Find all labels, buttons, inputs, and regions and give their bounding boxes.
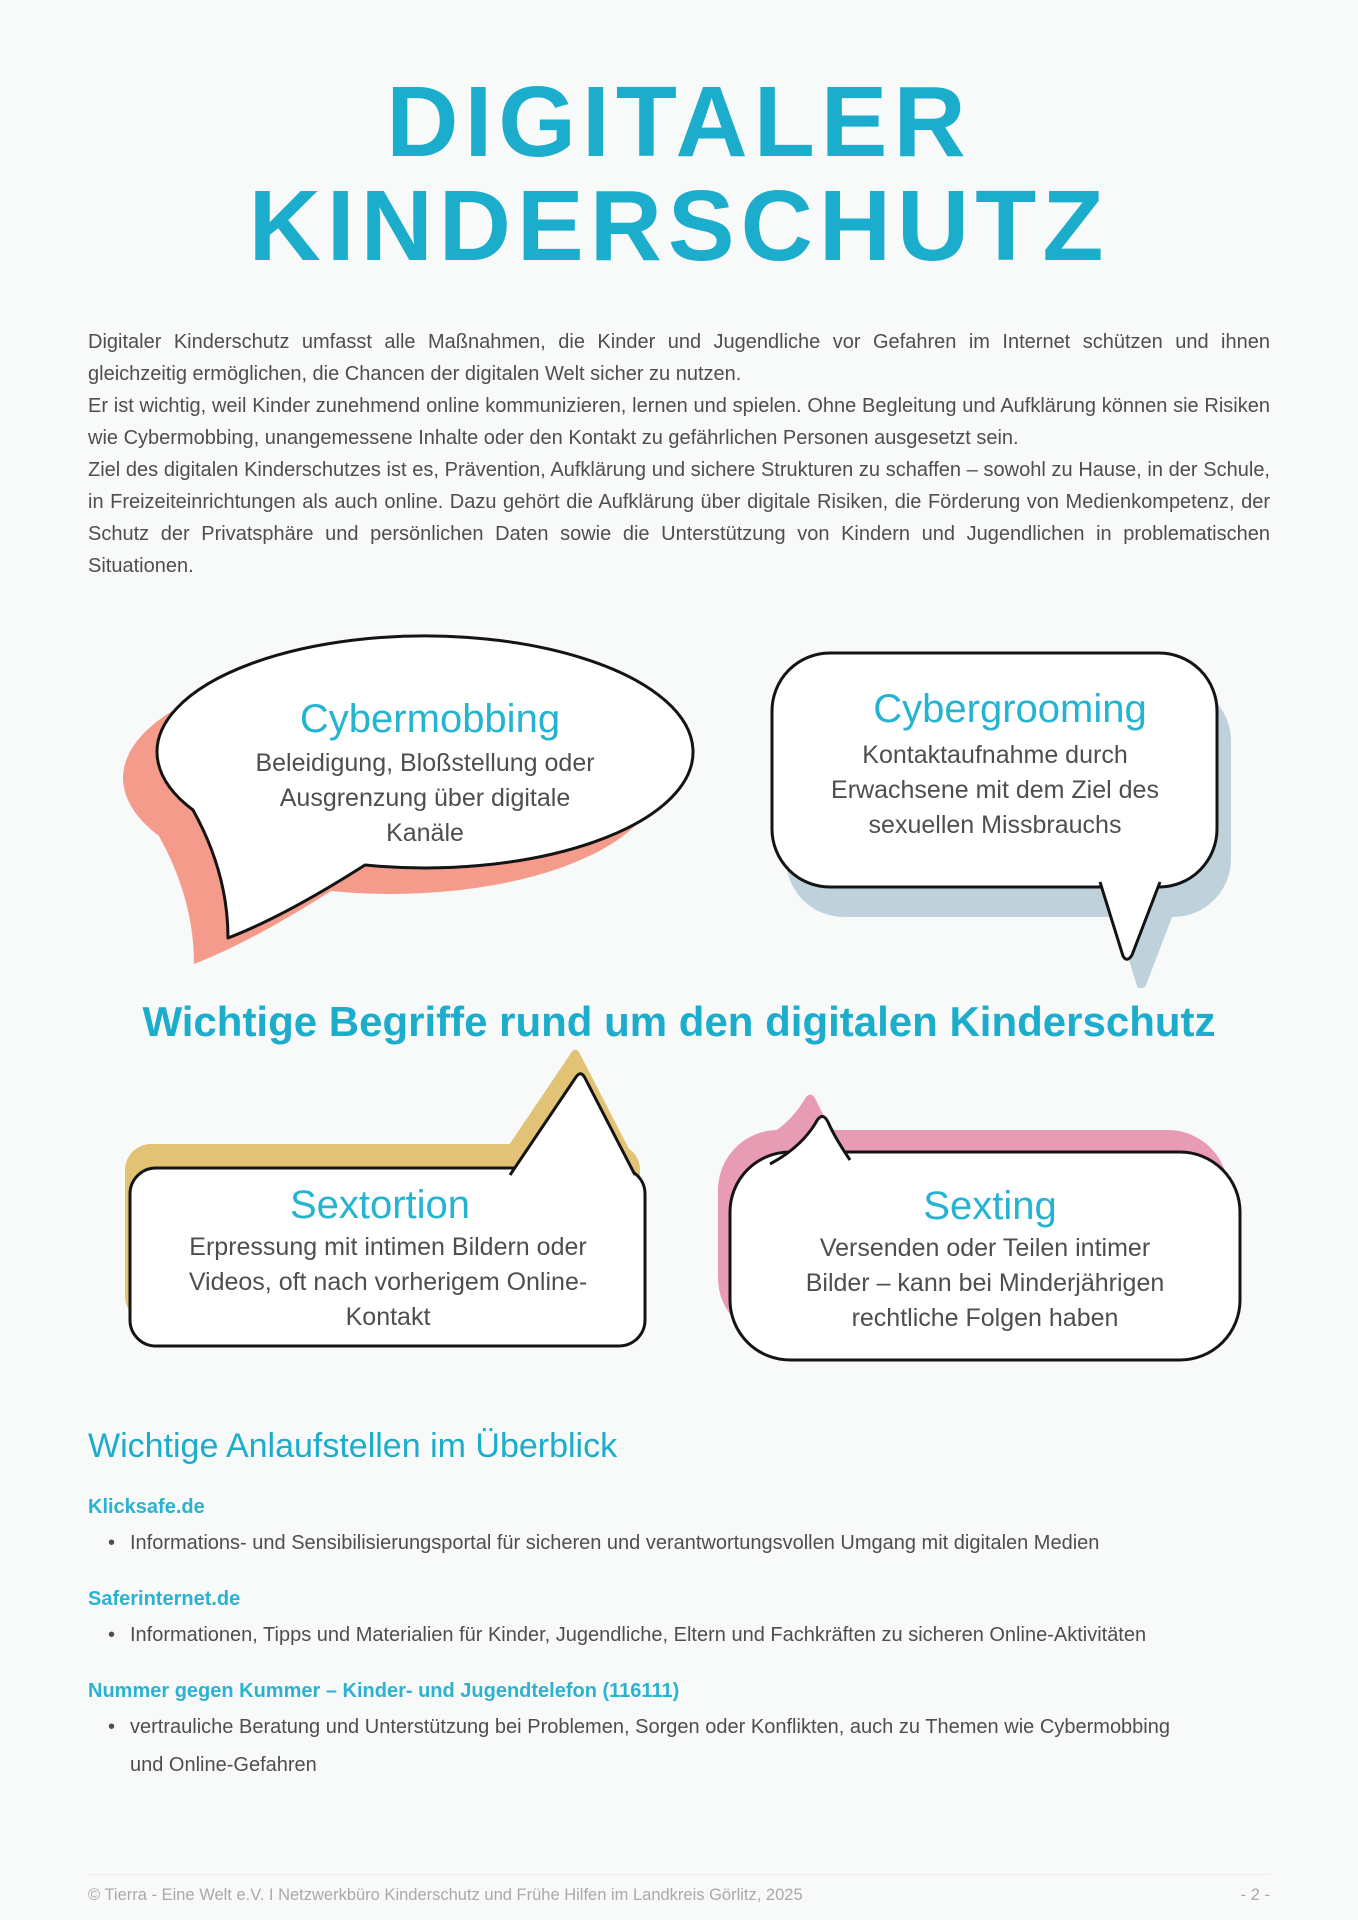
- resource-description-list: [88, 1616, 1170, 1654]
- resource-description-list: [88, 1708, 1170, 1784]
- bubble-title: Cybermobbing: [299, 697, 561, 741]
- page-title: [0, 66, 1358, 282]
- speech-bubble-sextortion: [90, 1040, 670, 1365]
- resource-name: Saferinternet.de: [88, 1588, 241, 1610]
- speech-bubble-sexting: [700, 1040, 1280, 1370]
- footer-copyright: © Tierra - Eine Welt e.V. I Netzwerkbüro Kinderschutz und Frühe Hilfen im Landkreis Görlitz, 2025: [88, 1886, 803, 1904]
- footer-page-number: - 2 -: [1240, 1886, 1270, 1904]
- intro-text: [88, 326, 1270, 582]
- intro-paragraph: Er ist wichtig, weil Kinder zunehmend online kommunizieren, lernen und spielen. Ohne Begleitung und Aufklärung können sie Risiken wie Cybermobbing, unangemessene Inhalte oder den Kontakt zu gefährlichen Personen ausgesetzt sein.: [88, 395, 1270, 449]
- intro-paragraph: Digitaler Kinderschutz umfasst alle Maßnahmen, die Kinder und Jugendliche vor Gefahren im Internet schützen und ihnen gleichzeitig ermöglichen, die Chancen der digitalen Welt sicher zu nutzen.: [88, 331, 1270, 385]
- resource-item: [88, 1586, 1270, 1654]
- resource-item: [88, 1678, 1270, 1784]
- bubble-title: Sexting: [923, 1184, 1057, 1228]
- section-heading-terms: Wichtige Begriffe rund um den digitalen Kinderschutz: [142, 998, 1216, 1045]
- page-title-line2: KINDERSCHUTZ: [248, 170, 1110, 282]
- resource-description: • Informations- und Sensibilisierungsportal für sicheren und verantwortungsvollen Umgang mit digitalen Medien: [130, 1524, 1170, 1562]
- resource-name: Klicksafe.de: [88, 1496, 205, 1518]
- resource-description: • Informationen, Tipps und Materialien für Kinder, Jugendliche, Eltern und Fachkräften zu sicheren Online-Aktivitäten: [130, 1616, 1170, 1654]
- bubble-text: Erpressung mit intimen Bildern oder Videos, oft nach vorherigem Online-Kontakt: [188, 1233, 588, 1331]
- bubble-text: Versenden oder Teilen intimer Bilder – kann bei Minderjährigen rechtliche Folgen haben: [805, 1234, 1165, 1332]
- resources-section: [88, 1424, 1270, 1784]
- bubble-title: Sextortion: [289, 1183, 471, 1227]
- page-footer: [88, 1874, 1270, 1905]
- bubble-text: Kontaktaufnahme durch Erwachsene mit dem Ziel des sexuellen Missbrauchs: [831, 741, 1159, 839]
- resource-item: [88, 1494, 1270, 1562]
- resource-description-list: [88, 1524, 1170, 1562]
- speech-bubble-cybergrooming: [755, 638, 1265, 988]
- bubble-text: Beleidigung, Bloßstellung oder Ausgrenzung über digitale Kanäle: [255, 749, 595, 847]
- bubble-title: Cybergrooming: [873, 687, 1147, 731]
- section-heading-resources: Wichtige Anlaufstellen im Überblick: [88, 1427, 618, 1465]
- resource-name: Nummer gegen Kummer – Kinder- und Jugendtelefon (116111): [88, 1680, 680, 1702]
- speech-bubble-cybermobbing: [110, 618, 750, 998]
- resource-description: • vertrauliche Beratung und Unterstützung bei Problemen, Sorgen oder Konflikten, auch zu Themen wie Cybermobbing und Online-Gefahren: [130, 1708, 1170, 1784]
- intro-paragraph: Ziel des digitalen Kinderschutzes ist es, Prävention, Aufklärung und sichere Strukturen zu schaffen – sowohl zu Hause, in der Schule, in Freizeiteinrichtungen als auch online. Dazu gehört die Aufklärung über digitale Risiken, die Förderung von Medienkompetenz, der Schutz der Privatsphäre und persönlichen Daten sowie die Unterstützung von Kindern und Jugendlichen in problematischen Situationen.: [88, 459, 1270, 577]
- page-title-line1: DIGITALER: [386, 66, 972, 178]
